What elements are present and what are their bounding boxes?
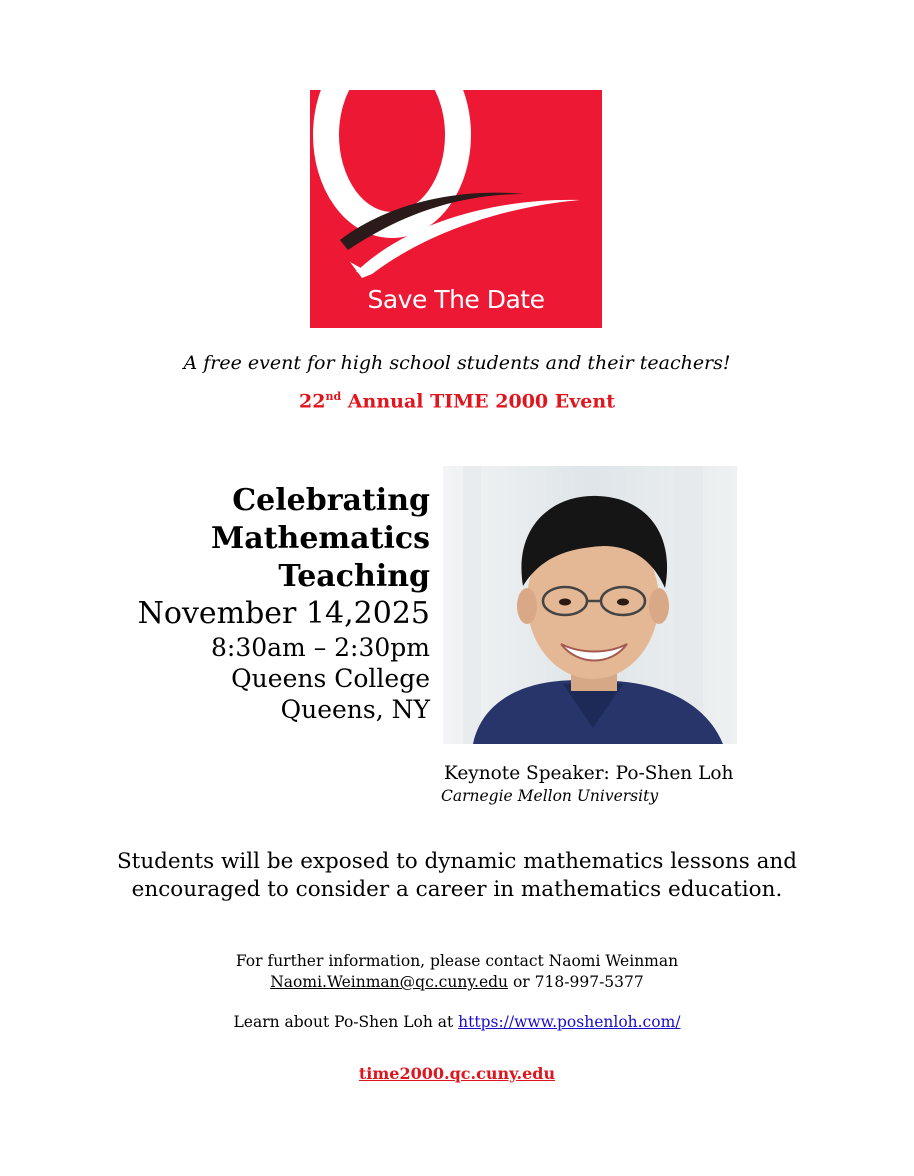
annual-event-heading (0, 390, 914, 412)
event-description (0, 848, 914, 904)
logo-text: Save The Date (367, 285, 545, 314)
annual-ordinal: nd (325, 390, 342, 403)
event-details (30, 482, 430, 725)
keynote-speaker: Keynote Speaker: Po-Shen Loh (444, 763, 734, 784)
learn-more (0, 1013, 914, 1031)
contact-phone: 718-997-5377 (534, 973, 644, 991)
event-website-link[interactable]: time2000.qc.cuny.edu (358, 1064, 556, 1083)
email-link[interactable]: Naomi.Weinman@qc.cuny.edu (270, 973, 509, 991)
annual-number: 22 (299, 390, 326, 413)
contact-info (0, 951, 914, 993)
speaker-affiliation: Carnegie Mellon University (441, 787, 659, 805)
event-title-line: Teaching (278, 559, 430, 594)
speaker-photo (443, 466, 737, 744)
event-date: November 14,2025 (137, 596, 430, 631)
speaker-website-link[interactable]: https://www.poshenloh.com/ (458, 1013, 681, 1031)
event-location: Queens, NY (280, 695, 430, 724)
annual-rest: Annual TIME 2000 Event (341, 390, 615, 413)
description-line: Students will be exposed to dynamic mathematics lessons and (116, 849, 798, 874)
description-line: encouraged to consider a career in mathematics education. (131, 877, 783, 902)
learn-text: Learn about Po-Shen Loh at (233, 1013, 459, 1031)
event-venue: Queens College (231, 664, 430, 693)
contact-connector: or (508, 973, 535, 991)
contact-intro: For further information, please contact Naomi Weinman (235, 952, 679, 970)
save-the-date-logo (310, 90, 602, 328)
speaker-portrait-icon (443, 466, 737, 744)
tagline: A free event for high school students and their teachers! (183, 352, 731, 374)
contact-line (0, 972, 914, 993)
event-time: 8:30am – 2:30pm (211, 633, 430, 662)
event-title-line: Mathematics (211, 521, 430, 556)
event-title-line: Celebrating (232, 483, 430, 518)
